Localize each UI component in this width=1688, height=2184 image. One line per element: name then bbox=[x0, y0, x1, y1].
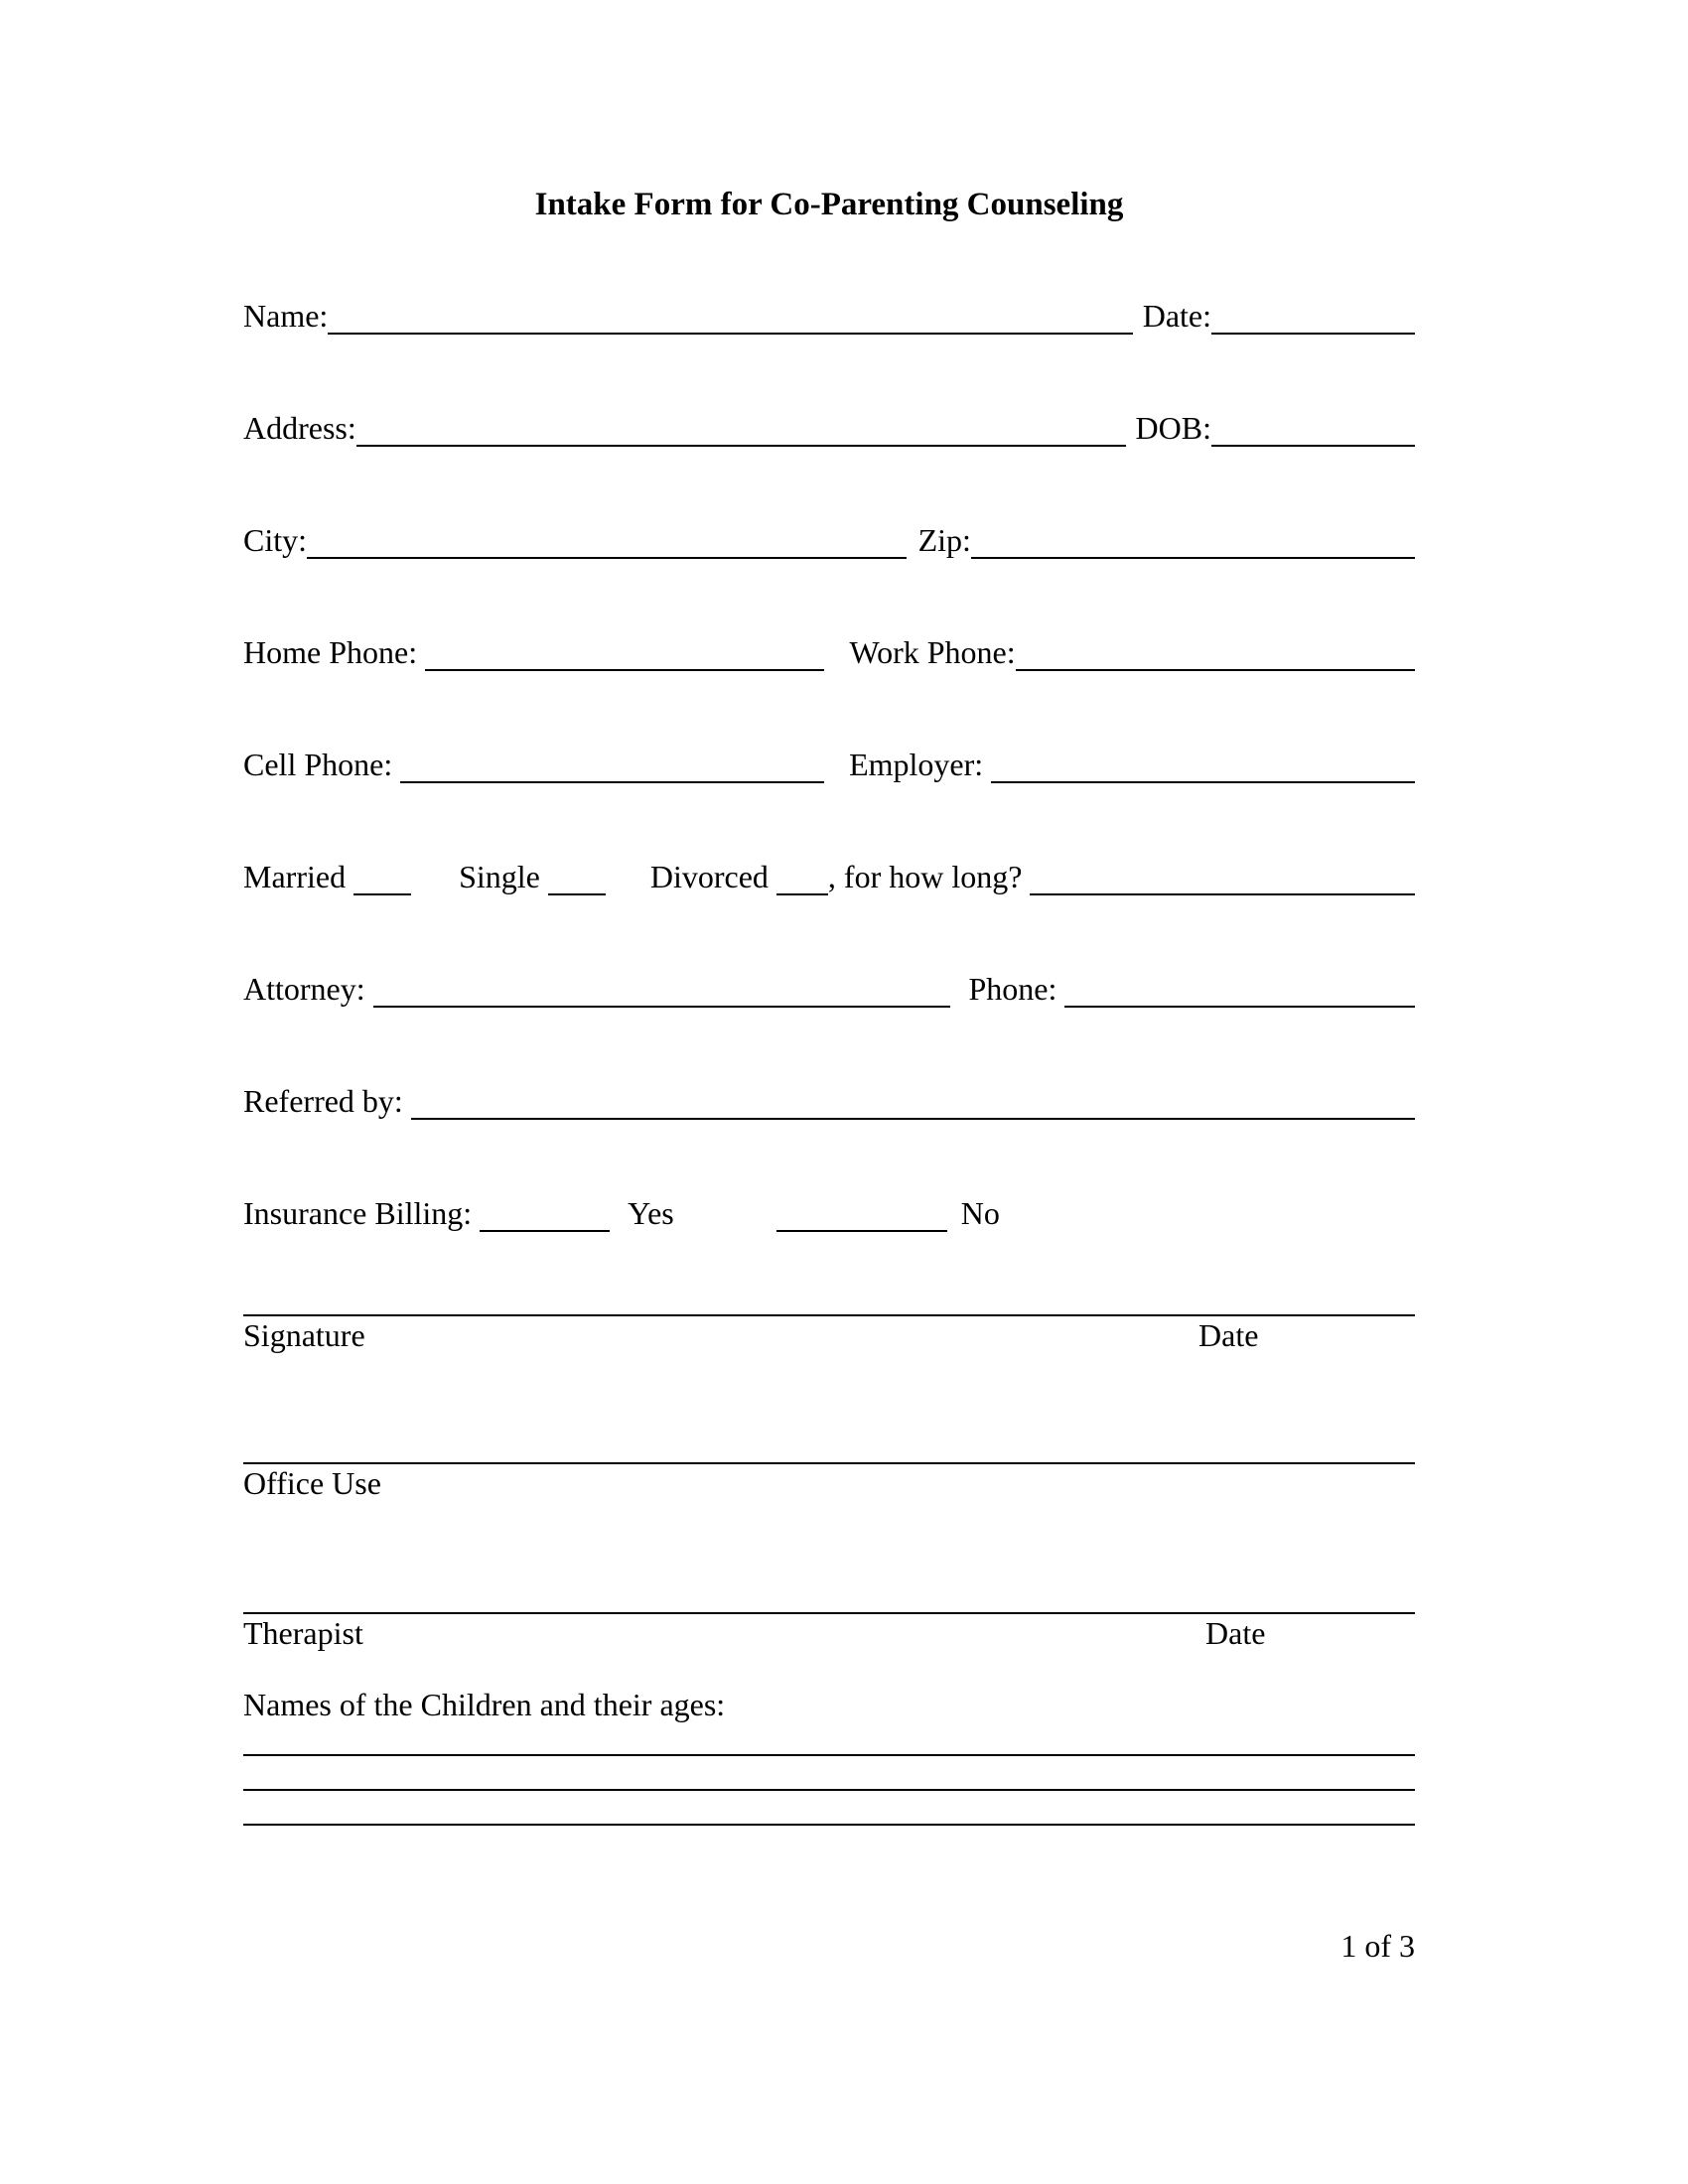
row-referred-by bbox=[243, 1082, 1415, 1120]
attorney-label: Attorney: bbox=[243, 971, 373, 1007]
date-label: Date: bbox=[1142, 298, 1211, 334]
home-phone-field-line[interactable] bbox=[425, 635, 824, 671]
signature-label: Signature bbox=[243, 1317, 365, 1353]
city-field-line[interactable] bbox=[307, 523, 907, 559]
address-field-line[interactable] bbox=[356, 411, 1126, 447]
therapist-label: Therapist bbox=[243, 1615, 363, 1651]
children-line-3[interactable] bbox=[243, 1791, 1415, 1826]
work-phone-label: Work Phone: bbox=[849, 634, 1016, 670]
how-long-field-line[interactable] bbox=[1030, 860, 1415, 895]
zip-field-line[interactable] bbox=[971, 523, 1415, 559]
signature-date-label: Date bbox=[1198, 1317, 1259, 1353]
yes-label: Yes bbox=[628, 1195, 674, 1231]
address-label: Address: bbox=[243, 410, 356, 446]
zip-label: Zip: bbox=[917, 522, 971, 558]
city-label: City: bbox=[243, 522, 308, 558]
row-home-work-phone bbox=[243, 633, 1415, 671]
name-label: Name: bbox=[243, 298, 329, 334]
row-therapist-date bbox=[243, 1614, 1415, 1652]
attorney-phone-label: Phone: bbox=[968, 971, 1065, 1007]
children-line-1[interactable] bbox=[243, 1723, 1415, 1756]
insurance-billing-label: Insurance Billing: bbox=[243, 1195, 481, 1231]
row-signature-date bbox=[243, 1316, 1415, 1354]
single-check-line[interactable] bbox=[548, 860, 606, 895]
insurance-yes-line[interactable] bbox=[480, 1196, 610, 1232]
employer-label: Employer: bbox=[849, 747, 992, 782]
page-number: 1 of 3 bbox=[1340, 1928, 1415, 1964]
therapist-date-label: Date bbox=[1205, 1615, 1266, 1651]
for-how-long-label: , for how long? bbox=[827, 859, 1031, 894]
cell-phone-label: Cell Phone: bbox=[243, 747, 401, 782]
children-names-label: Names of the Children and their ages: bbox=[243, 1687, 726, 1722]
row-insurance-billing bbox=[243, 1194, 1415, 1232]
row-office-use bbox=[243, 1464, 1415, 1502]
married-check-line[interactable] bbox=[353, 860, 411, 895]
row-name-date bbox=[243, 297, 1415, 335]
cell-phone-field-line[interactable] bbox=[400, 748, 824, 783]
insurance-no-line[interactable] bbox=[776, 1196, 947, 1232]
dob-field-line[interactable] bbox=[1211, 411, 1415, 447]
single-label: Single bbox=[459, 859, 540, 894]
name-field-line[interactable] bbox=[328, 299, 1132, 335]
no-label: No bbox=[960, 1195, 1000, 1231]
row-address-dob bbox=[243, 409, 1415, 447]
divorced-check-line[interactable] bbox=[776, 860, 828, 895]
date-field-line[interactable] bbox=[1211, 299, 1415, 335]
home-phone-label: Home Phone: bbox=[243, 634, 426, 670]
office-use-label: Office Use bbox=[243, 1465, 381, 1501]
referred-by-label: Referred by: bbox=[243, 1083, 411, 1119]
attorney-field-line[interactable] bbox=[373, 972, 951, 1008]
form-title: Intake Form for Co-Parenting Counseling bbox=[534, 187, 1124, 222]
employer-field-line[interactable] bbox=[991, 748, 1415, 783]
divorced-label: Divorced bbox=[649, 859, 769, 894]
row-cell-employer bbox=[243, 746, 1415, 783]
work-phone-field-line[interactable] bbox=[1016, 635, 1415, 671]
row-attorney-phone bbox=[243, 970, 1415, 1008]
row-marital-status bbox=[243, 858, 1415, 895]
row-city-zip bbox=[243, 521, 1415, 559]
married-label: Married bbox=[243, 859, 347, 894]
children-line-2[interactable] bbox=[243, 1756, 1415, 1791]
dob-label: DOB: bbox=[1135, 410, 1211, 446]
referred-by-field-line[interactable] bbox=[411, 1084, 1415, 1120]
attorney-phone-field-line[interactable] bbox=[1064, 972, 1415, 1008]
